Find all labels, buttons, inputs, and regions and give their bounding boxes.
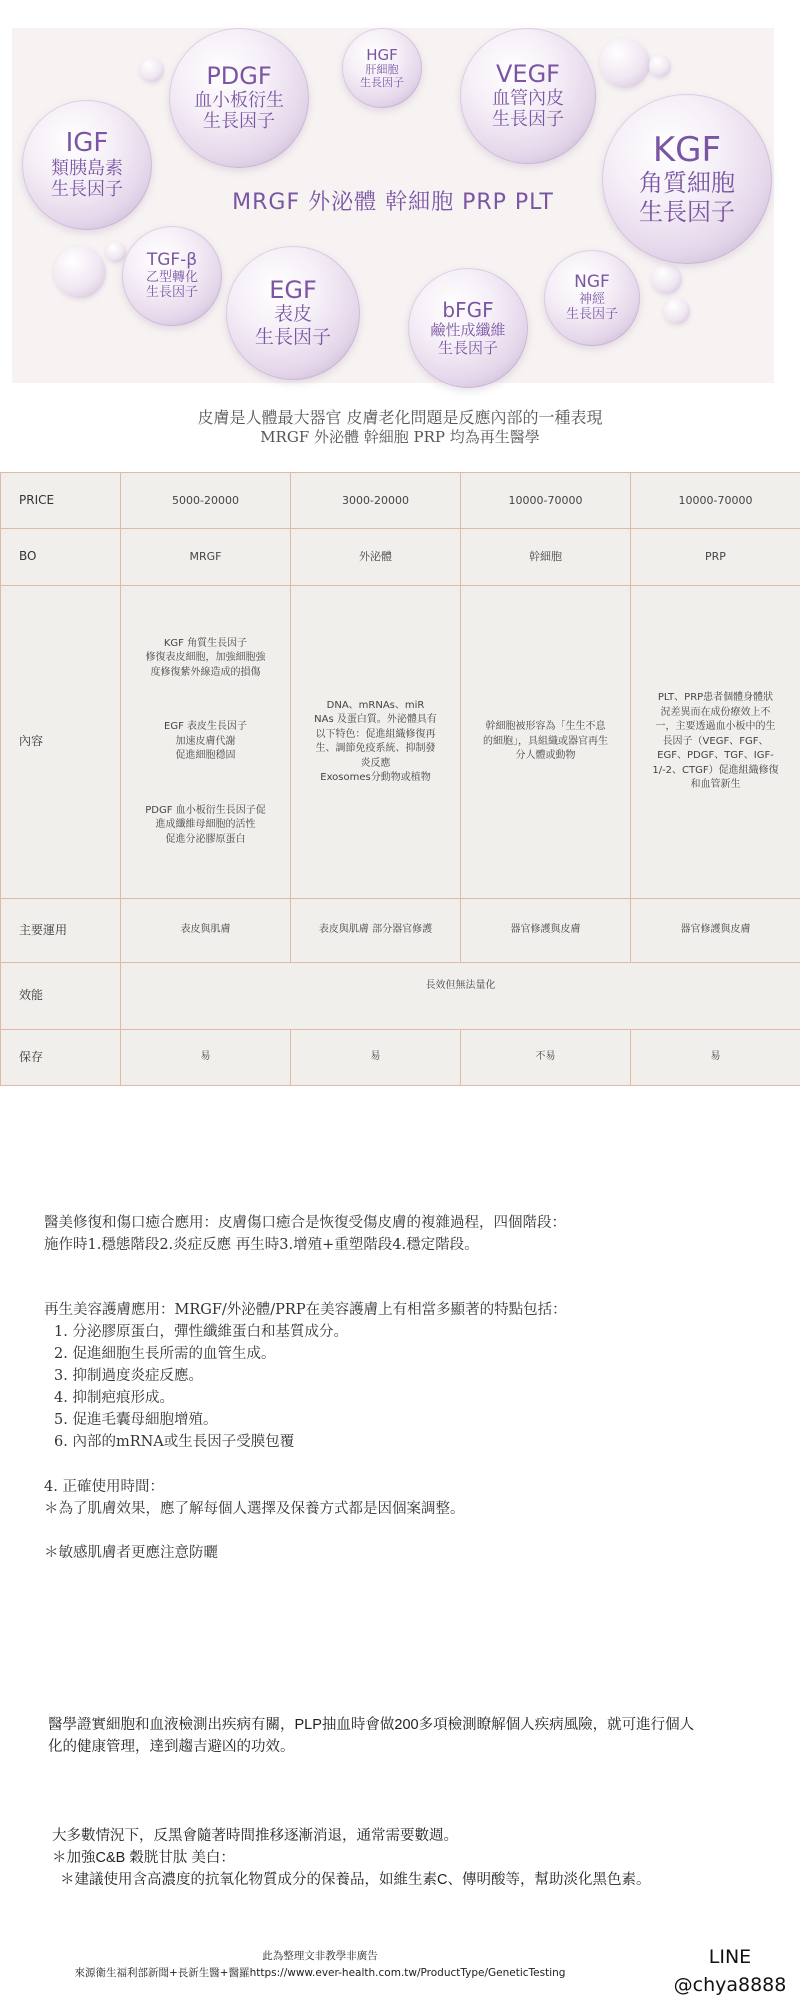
table-row-bo xyxy=(1,529,800,586)
bubble-subtitle: 生長因子 xyxy=(51,179,123,201)
bubble-title: EGF xyxy=(269,276,317,304)
price-cell: 3000-20000 xyxy=(291,473,461,529)
row-header: PRICE xyxy=(1,473,121,529)
tgf-beta-bubble xyxy=(122,226,222,326)
bfgf-bubble xyxy=(408,268,528,388)
storage-cell: 易 xyxy=(631,1030,800,1086)
reaction-line-2: ＊加強C&B 穀胱甘肽 美白： xyxy=(52,1850,235,1866)
bo-cell: 幹細胞 xyxy=(461,529,631,586)
table-row-content xyxy=(1,586,800,899)
egf-description: EGF 表皮生長因子 加速皮膚代謝 促進細胞穩固 xyxy=(164,721,247,762)
line-id: @chya8888 xyxy=(673,1974,787,1996)
pdgf-description: PDGF 血小板衍生長因子促 進成纖維母細胞的活性 促進分泌膠原蛋白 xyxy=(145,804,266,845)
bo-cell: 外泌體 xyxy=(291,529,461,586)
storage-cell: 易 xyxy=(121,1030,291,1086)
regen-heading: 再生美容護膚應用：MRGF/外泌體/PRP在美容護膚上有相當多顯著的特點包括： xyxy=(44,1302,567,1318)
storage-cell: 不易 xyxy=(461,1030,631,1086)
bubble-subtitle: 類胰島素 xyxy=(51,157,123,179)
egf-bubble xyxy=(226,246,360,380)
content-cell-stem-cell: 幹細胞被形容為「生生不息 的細胞」，具組織或器官再生 分人體或動物 xyxy=(461,586,631,899)
row-header: 內容 xyxy=(1,586,121,899)
bubble-subtitle: 乙型轉化 xyxy=(145,269,198,285)
vegf-bubble xyxy=(460,28,596,164)
usage-cell: 器官修護與皮膚 xyxy=(631,899,800,963)
price-cell: 5000-20000 xyxy=(121,473,291,529)
kgf-bubble xyxy=(602,94,772,264)
source-citation: 來源衛生福利部新聞+長新生醫+醫羅https://www.ever-health.com.tw/ProductType/GeneticTesting xyxy=(74,1967,566,1979)
line-label: LINE xyxy=(708,1946,752,1968)
bubble-subtitle: 生長因子 xyxy=(360,76,404,90)
regen-item: 2. 促進細胞生長所需的血管生成。 xyxy=(54,1346,276,1362)
reaction-line-1: 大多數情況下，反黑會隨著時間推移逐漸消退，通常需要數週。 xyxy=(52,1828,458,1844)
regen-item: 4. 抑制疤痕形成。 xyxy=(54,1390,174,1406)
bubble-subtitle: 生長因子 xyxy=(145,285,198,301)
healing-line-1: 醫美修復和傷口癒合應用：皮膚傷口癒合是恢復受傷皮膚的複雜過程，四個階段： xyxy=(44,1215,566,1231)
disclaimer: 此為整理文非教學非廣告 xyxy=(262,1950,378,1962)
table-row-price xyxy=(1,473,800,529)
bo-cell: PRP xyxy=(631,529,800,586)
healing-line-2: 施作時1.穩態階段2.炎症反應 再生時3.增殖+重塑階段4.穩定階段。 xyxy=(44,1237,479,1253)
price-cell: 10000-70000 xyxy=(461,473,631,529)
growth-factor-banner xyxy=(12,28,774,383)
therapy-list-title: MRGF 外泌體 幹細胞 PRP PLT xyxy=(232,190,554,215)
bubble-title: PDGF xyxy=(206,62,272,91)
ngf-bubble xyxy=(544,250,640,346)
decor-bubble xyxy=(652,264,682,294)
table-row-storage xyxy=(1,1030,800,1086)
efficacy-cell: 長效但無法量化 xyxy=(121,963,800,1030)
bubble-title: IGF xyxy=(65,128,109,159)
comparison-table xyxy=(0,472,800,1086)
decor-bubble xyxy=(600,38,650,88)
regen-item: 5. 促進毛囊母細胞增殖。 xyxy=(54,1412,218,1428)
bubble-subtitle: 生長因子 xyxy=(254,326,331,349)
table-row-usage xyxy=(1,899,800,963)
content-cell-exosome: DNA、mRNAs、miR NAs 及蛋白質。外泌體具有 以下特色：促進組織修復再 生、調節免疫系統、抑制發 炎反應 Exosomes分動物或植物 xyxy=(291,586,461,899)
price-cell: 10000-70000 xyxy=(631,473,800,529)
bubble-title: bFGF xyxy=(442,298,494,322)
bo-cell: MRGF xyxy=(121,529,291,586)
bubble-title: VEGF xyxy=(496,60,560,89)
bubble-title: HGF xyxy=(366,45,398,64)
intro-line-1: 皮膚是人體最大器官 皮膚老化問題是反應內部的一種表現 xyxy=(197,408,603,427)
regen-item: 3. 抑制過度炎症反應。 xyxy=(54,1368,203,1384)
kgf-description: KGF 角質生長因子 修復表皮細胞，加強細胞強 度修復紫外線造成的損傷 xyxy=(145,637,266,678)
bubble-subtitle: 鹼性成纖維 xyxy=(430,321,506,339)
decor-bubble xyxy=(54,246,106,298)
bubble-subtitle: 生長因子 xyxy=(565,307,618,323)
bubble-subtitle: 肝細胞 xyxy=(365,63,399,77)
regen-item: 1. 分泌膠原蛋白，彈性纖維蛋白和基質成分。 xyxy=(54,1324,348,1340)
reaction-line-3: ＊建議使用含高濃度的抗氧化物質成分的保養品，如維生素C、傳明酸等，幫助淡化黑色素。 xyxy=(60,1872,651,1888)
bubble-subtitle: 血管內皮 xyxy=(492,87,564,109)
table-row-efficacy xyxy=(1,963,800,1030)
genetic-line-2: 化的健康管理，達到趨吉避凶的功效。 xyxy=(48,1739,295,1755)
content-cell-mrgf xyxy=(121,586,291,899)
bubble-subtitle: 血小板衍生 xyxy=(194,89,284,111)
usage-time-note: ＊為了肌膚效果，應了解每個人選擇及保養方式都是因個案調整。 xyxy=(44,1501,465,1517)
bubble-subtitle: 生長因子 xyxy=(203,111,275,133)
row-header: 效能 xyxy=(1,963,121,1030)
bubble-subtitle: 角質細胞 xyxy=(639,168,735,197)
bubble-title: KGF xyxy=(652,129,722,170)
bubble-subtitle: 生長因子 xyxy=(492,109,564,131)
pdgf-bubble xyxy=(169,28,309,168)
bubble-title: NGF xyxy=(574,272,610,293)
decor-bubble xyxy=(649,55,671,77)
decor-bubble xyxy=(106,242,126,262)
decor-bubble xyxy=(664,298,690,324)
usage-time-heading: 4. 正確使用時間： xyxy=(44,1479,164,1495)
bubble-subtitle: 生長因子 xyxy=(639,197,735,226)
hgf-bubble xyxy=(342,28,422,108)
bubble-subtitle: 神經 xyxy=(578,291,605,307)
genetic-line-1: 醫學證實細胞和血液檢測出疾病有關，PLP抽血時會做200多項檢測瞭解個人疾病風險，就可進行個人 xyxy=(48,1717,695,1733)
sensitive-skin-note: ＊敏感肌膚者更應注意防曬 xyxy=(44,1545,218,1561)
regen-item: 6. 內部的mRNA或生長因子受膜包覆 xyxy=(54,1434,295,1450)
intro-line-2: MRGF 外泌體 幹細胞 PRP 均為再生醫學 xyxy=(260,428,540,446)
decor-bubble xyxy=(140,58,164,82)
bubble-title: TGF-β xyxy=(146,250,198,271)
storage-cell: 易 xyxy=(291,1030,461,1086)
usage-cell: 器官修護與皮膚 xyxy=(461,899,631,963)
bubble-subtitle: 生長因子 xyxy=(437,339,498,357)
row-header: BO xyxy=(1,529,121,586)
bubble-subtitle: 表皮 xyxy=(273,303,312,326)
usage-cell: 表皮與肌膚 xyxy=(121,899,291,963)
content-cell-prp: PLT、PRP患者個體身體狀 況差異而在成份療效上不 一，主要透過血小板中的生 長因子（VEGF、FGF、 EGF、PDGF、TGF、IGF- 1/-2、CTGF）促進組織修復 和血管新生 xyxy=(631,586,800,899)
row-header: 主要運用 xyxy=(1,899,121,963)
usage-cell: 表皮與肌膚 部分器官修護 xyxy=(291,899,461,963)
row-header: 保存 xyxy=(1,1030,121,1086)
